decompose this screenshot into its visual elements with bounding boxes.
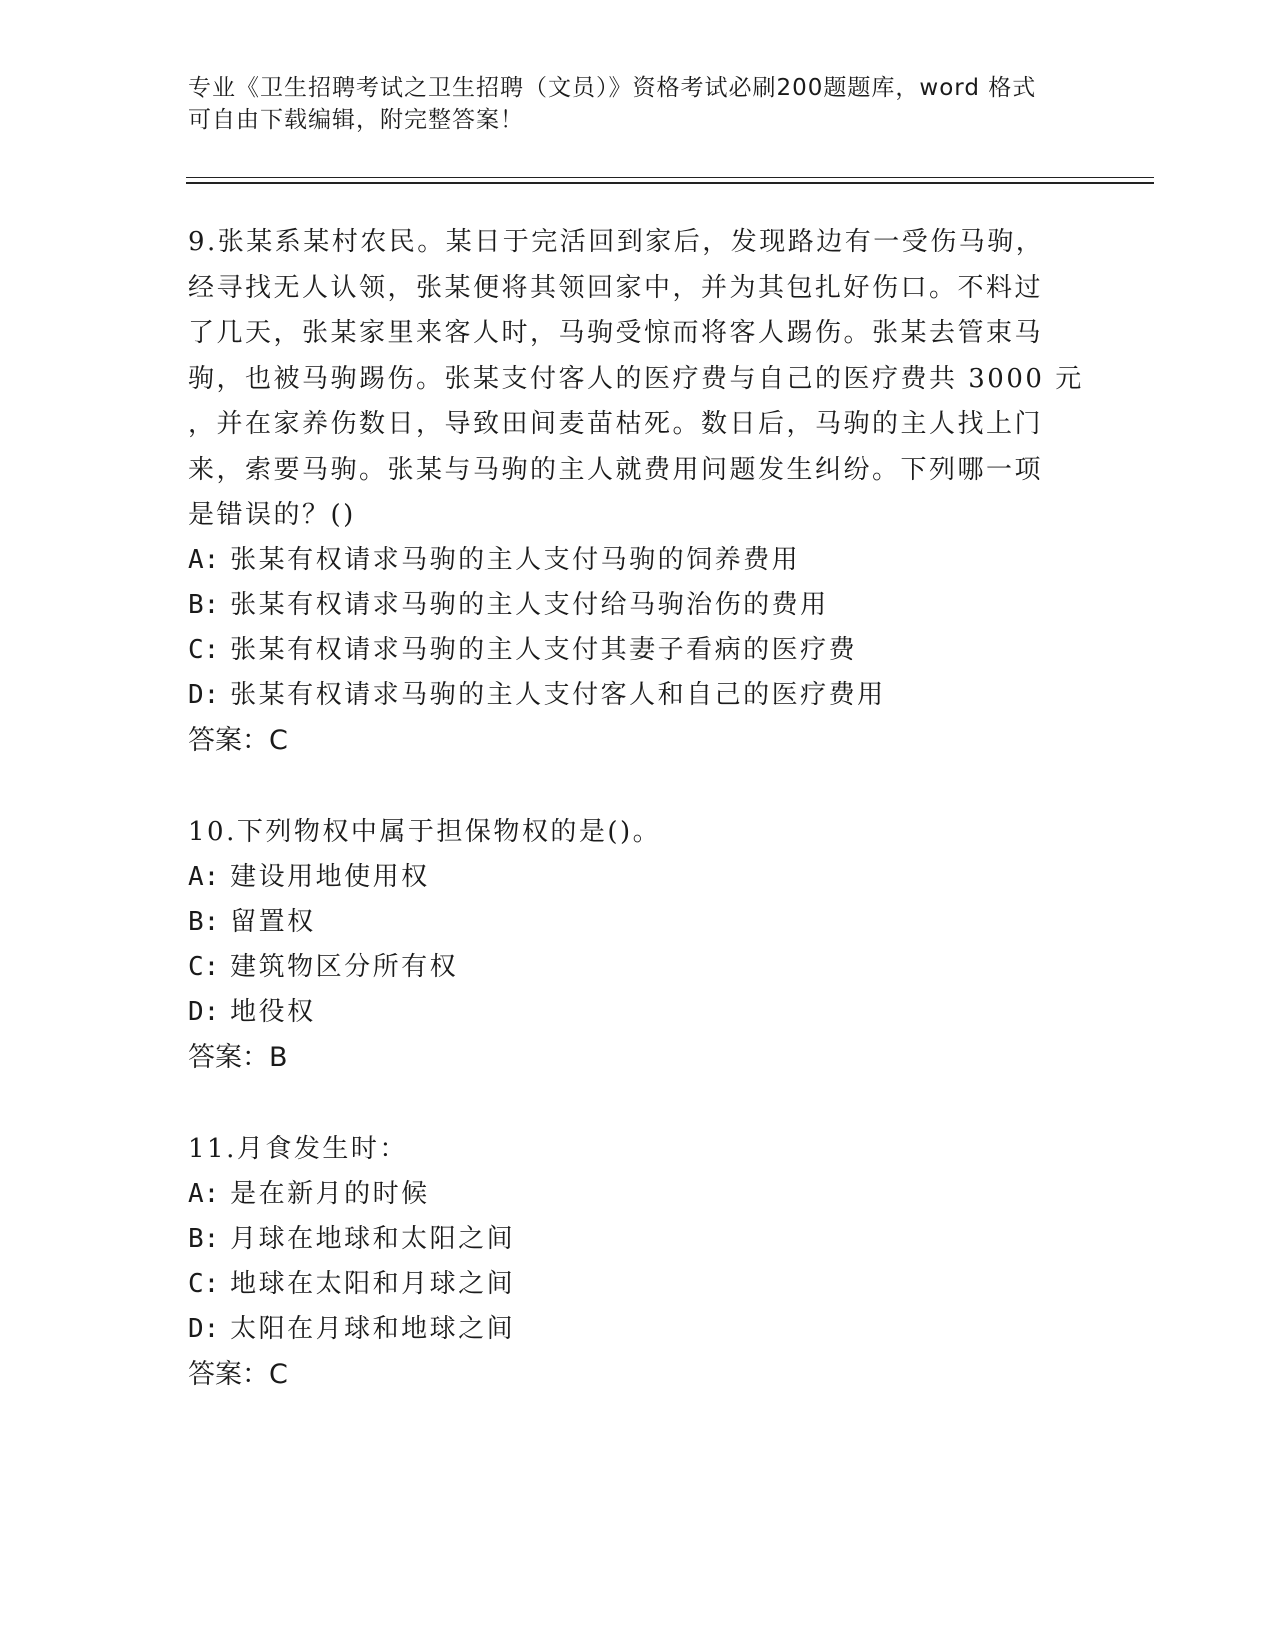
- question-line: 驹，也被马驹踢伤。张某支付客人的医疗费与自己的医疗费共 3000 元: [188, 363, 1084, 394]
- question-9-text: [188, 220, 1088, 539]
- question-11-option-d: [188, 1307, 515, 1353]
- question-10-option-b: [188, 900, 316, 946]
- question-11-text: [188, 1127, 1088, 1173]
- option-text: 是在新月的时候: [230, 1179, 430, 1209]
- option-letter: C:: [188, 952, 220, 982]
- question-10-option-c: [188, 945, 458, 991]
- question-line: ，并在家养伤数日，导致田间麦苗枯死。数日后，马驹的主人找上门: [188, 409, 1044, 439]
- header-line-2: 可自由下载编辑，附完整答案！: [188, 107, 524, 133]
- question-9-option-c: [188, 628, 857, 674]
- question-11-option-b: [188, 1217, 515, 1263]
- option-letter: D:: [188, 680, 220, 710]
- option-text: 张某有权请求马驹的主人支付马驹的饲养费用: [230, 545, 801, 575]
- question-line: 了几天，张某家里来客人时，马驹受惊而将客人踢伤。张某去管束马: [188, 318, 1044, 348]
- option-text: 张某有权请求马驹的主人支付客人和自己的医疗费用: [230, 680, 886, 710]
- question-9-option-d: [188, 673, 886, 719]
- option-letter: B:: [188, 907, 220, 937]
- question-11-answer: 答案：C: [188, 1359, 288, 1390]
- question-line: 来，索要马驹。张某与马驹的主人就费用问题发生纠纷。下列哪一项: [188, 454, 1044, 485]
- question-line: 10.下列物权中属于担保物权的是()。: [188, 817, 662, 847]
- question-9-option-b: [188, 583, 829, 629]
- question-9-answer: 答案：C: [188, 725, 288, 756]
- option-text: 地球在太阳和月球之间: [230, 1269, 516, 1299]
- option-text: 太阳在月球和地球之间: [230, 1314, 516, 1344]
- option-text: 地役权: [230, 997, 316, 1027]
- option-letter: B:: [188, 590, 220, 620]
- option-letter: A:: [188, 862, 220, 892]
- option-text: 张某有权请求马驹的主人支付给马驹治伤的费用: [230, 590, 829, 620]
- question-line: 是错误的？(): [188, 500, 356, 530]
- question-11-option-a: [188, 1172, 430, 1218]
- option-text: 建筑物区分所有权: [230, 952, 459, 982]
- option-letter: A:: [188, 545, 220, 575]
- option-letter: B:: [188, 1224, 220, 1254]
- question-line: 11.月食发生时：: [188, 1134, 408, 1164]
- option-letter: D:: [188, 997, 220, 1027]
- option-text: 建设用地使用权: [230, 862, 430, 892]
- question-11-option-c: [188, 1262, 515, 1308]
- question-10-option-a: [188, 855, 430, 901]
- option-letter: C:: [188, 1269, 220, 1299]
- document-header: [188, 72, 1088, 136]
- header-divider-thin: [186, 177, 1154, 178]
- option-text: 月球在地球和太阳之间: [230, 1224, 516, 1254]
- option-text: 留置权: [230, 907, 316, 937]
- option-letter: A:: [188, 1179, 220, 1209]
- question-10-text: [188, 810, 1088, 856]
- option-text: 张某有权请求马驹的主人支付其妻子看病的医疗费: [230, 635, 858, 665]
- question-9-option-a: [188, 538, 800, 584]
- header-line-1: 专业《卫生招聘考试之卫生招聘（文员）》资格考试必刷200题题库，word 格式: [188, 75, 1037, 101]
- header-divider-thick: [186, 182, 1154, 184]
- option-letter: C:: [188, 635, 220, 665]
- question-10-option-d: [188, 990, 316, 1036]
- question-10-answer: 答案：B: [188, 1042, 288, 1073]
- question-line: 经寻找无人认领，张某便将其领回家中，并为其包扎好伤口。不料过: [188, 272, 1044, 303]
- question-line: 9.张某系某村农民。某日于完活回到家后，发现路边有一受伤马驹，: [188, 227, 1045, 257]
- option-letter: D:: [188, 1314, 220, 1344]
